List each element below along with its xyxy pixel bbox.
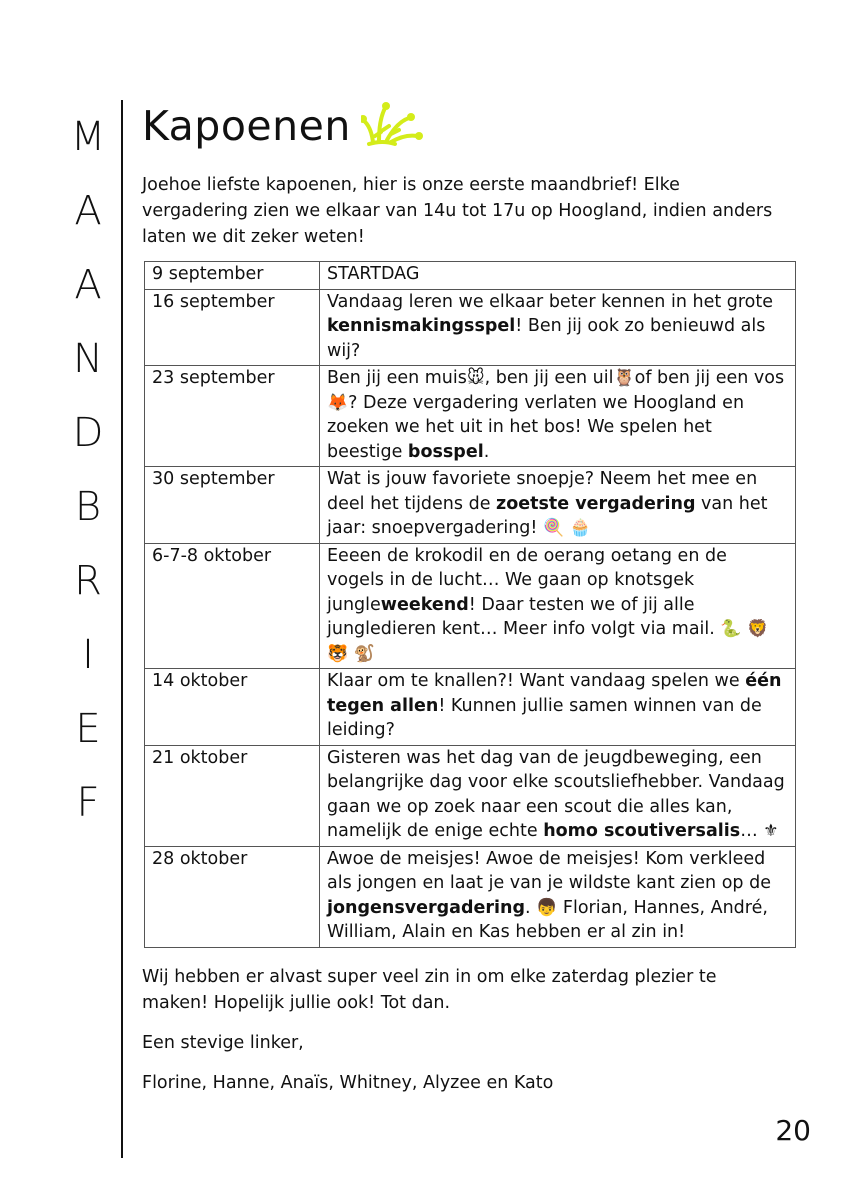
table-row [145, 846, 796, 947]
date-cell: 14 oktober [145, 669, 320, 746]
activity-cell: Awoe de meisjes! Awoe de meisjes! Kom verkleed als jongen en laat je van je wildste kant zien op de jongensvergadering. 👦 Florian, Hannes, André, William, Alain en Kas hebben er al zin in! [320, 846, 796, 947]
page-title: Kapoenen [142, 102, 351, 150]
table-row [145, 669, 796, 746]
mouse-icon: 🐭 [466, 368, 485, 388]
activity-cell: Wat is jouw favoriete snoepje? Neem het mee en deel het tijdens de zoetste vergadering van het jaar: snoepvergadering! 🍭 🧁 [320, 467, 796, 544]
vertical-divider [121, 100, 123, 1158]
date-cell: 6-7-8 oktober [145, 543, 320, 669]
side-letter: M [70, 114, 106, 160]
activity-cell: Ben jij een muis🐭, ben jij een uil🦉of ben jij een vos🦊? Deze vergadering verlaten we Hoogland en zoeken we het uit in het bos! We spelen het beestige bosspel. [320, 366, 796, 467]
date-cell: 28 oktober [145, 846, 320, 947]
side-letter: B [74, 484, 102, 530]
date-cell: 16 september [145, 289, 320, 366]
side-letter: D [72, 410, 104, 456]
table-row [145, 543, 796, 669]
fleur-de-lis-icon: ⚜ [763, 821, 779, 841]
activity-cell: STARTDAG [320, 262, 796, 290]
date-cell: 30 september [145, 467, 320, 544]
jungle-animals-icons: 🐍 🦁 🐯 🐒 [327, 619, 769, 664]
title-row [142, 100, 423, 152]
side-letter: F [76, 780, 100, 826]
jester-hat-icon [361, 100, 423, 152]
side-letter: N [73, 336, 103, 382]
closing-section [142, 964, 782, 1110]
intro-paragraph: Joehoe liefste kapoenen, hier is onze eerste maandbrief! Elke vergadering zien we elkaar van 14u tot 17u op Hoogland, indien anders laten we dit zeker weten! [142, 175, 773, 247]
side-letter: R [74, 558, 102, 604]
activity-cell: Gisteren was het dag van de jeugdbeweging, een belangrijke dag voor elke scoutsliefhebber. Vandaag gaan we op zoek naar een scout die alles kan, namelijk de enige echte homo scoutiversalis… ⚜ [320, 745, 796, 846]
side-letter: I [82, 632, 94, 678]
table-row [145, 262, 796, 290]
activity-cell: Klaar om te knallen?! Want vandaag spelen we één tegen allen! Kunnen jullie samen winnen van de leiding? [320, 669, 796, 746]
signature-names: Florine, Hanne, Anaïs, Whitney, Alyzee en Kato [142, 1073, 554, 1093]
fox-icon: 🦊 [327, 392, 349, 413]
date-cell: 21 oktober [145, 745, 320, 846]
table-row [145, 289, 796, 366]
date-cell: 23 september [145, 366, 320, 467]
side-letter: E [75, 706, 101, 752]
table-row [145, 467, 796, 544]
side-letter: A [74, 188, 102, 234]
greeting: Een stevige linker, [142, 1033, 304, 1053]
boy-icon: 👦 [536, 897, 558, 918]
schedule-table [144, 261, 796, 948]
page-number: 20 [775, 1114, 811, 1147]
candy-icons: 🍭 🧁 [543, 518, 591, 538]
date-cell: 9 september [145, 262, 320, 290]
side-title-maandbrief [58, 100, 118, 840]
activity-cell: Vandaag leren we elkaar beter kennen in het grote kennismakingsspel! Ben jij ook zo benieuwd als wij? [320, 289, 796, 366]
side-letter: A [74, 262, 102, 308]
table-row [145, 745, 796, 846]
closing-paragraph: Wij hebben er alvast super veel zin in om elke zaterdag plezier te maken! Hopelijk jullie ook! Tot dan. [142, 967, 717, 1013]
activity-cell: Eeeen de krokodil en de oerang oetang en de vogels in de lucht… We gaan op knotsgek jungleweekend! Daar testen we of jij alle jungledieren kent… Meer info volgt via mail. 🐍 🦁 🐯 🐒 [320, 543, 796, 669]
table-row [145, 366, 796, 467]
owl-icon: 🦉 [613, 368, 635, 388]
